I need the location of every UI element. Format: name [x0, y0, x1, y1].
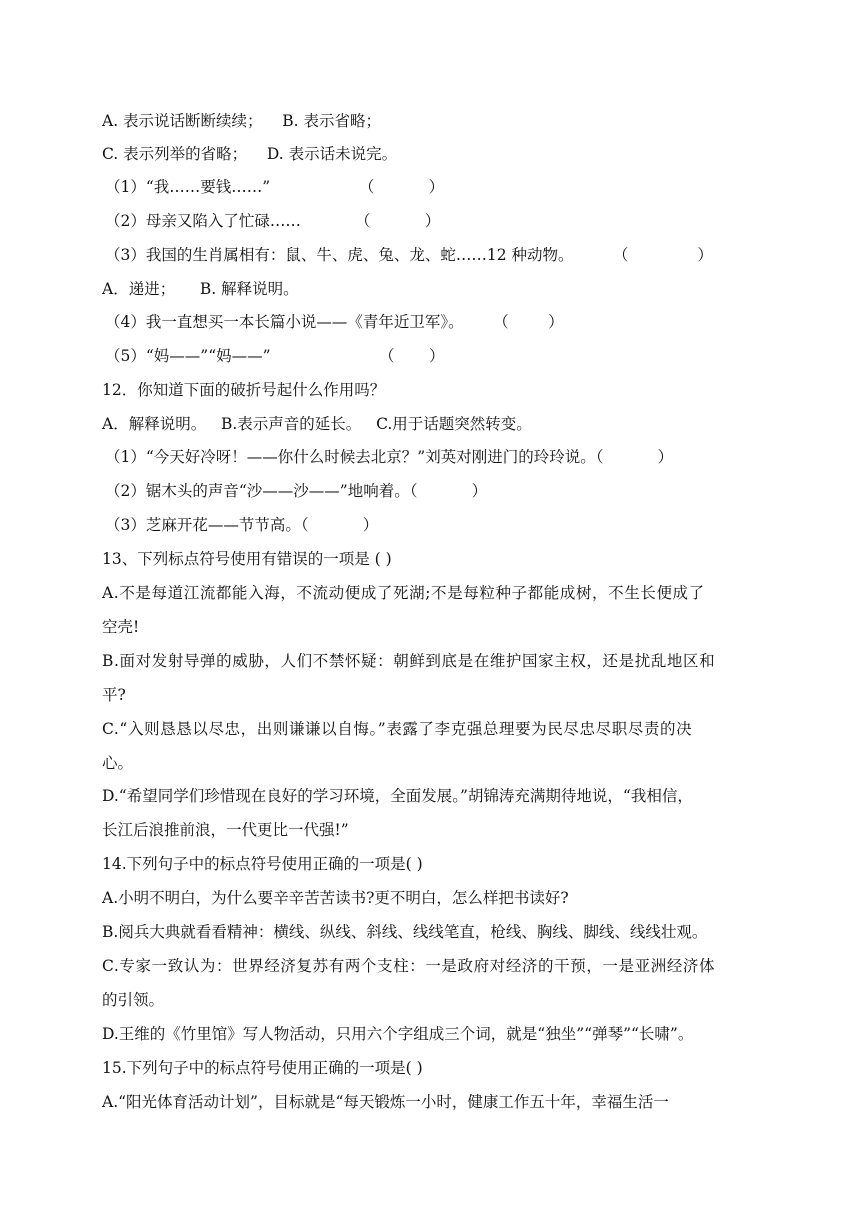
option-line: D.“希望同学们珍惜现在良好的学习环境，全面发展。”胡锦涛充满期待地说，“我相信，	[102, 787, 693, 805]
question-item: （2）母亲又陷入了忙碌…… （ ）	[105, 212, 441, 230]
option-line: B.阅兵大典就看看精神：横线、纵线、斜线、线线笔直，枪线、胸线、脚线、线线壮观。	[102, 923, 708, 941]
question-item: （1）“今天好冷呀！——你什么时候去北京？”刘英对刚进门的玲玲说。（ ）	[105, 448, 674, 466]
option-line: A.“阳光体育活动计划”，目标就是“每天锻炼一小时，健康工作五十年，幸福生活一	[102, 1093, 669, 1111]
option-line: 的引领。	[102, 991, 165, 1009]
question-heading: 12．你知道下面的破折号起什么作用吗？	[102, 381, 386, 399]
question-heading: 15.下列句子中的标点符号使用正确的一项是( )	[102, 1059, 423, 1077]
question-item: （3）我国的生肖属相有：鼠、牛、虎、兔、龙、蛇……12 种动物。 （ ）	[105, 246, 713, 264]
question-item: （4）我一直想买一本长篇小说——《青年近卫军》。 （ ）	[105, 313, 564, 331]
option-line: A．解释说明。 B.表示声音的延长。 C.用于话题突然转变。	[102, 415, 532, 433]
question-item: （5）“妈——”“妈——” （ ）	[105, 347, 445, 365]
option-line: A. 表示说话断断续续； B. 表示省略；	[102, 112, 382, 130]
question-item: （1）“我……要钱……” （ ）	[105, 178, 445, 196]
question-item: （3）芝麻开花——节节高。（ ）	[105, 516, 379, 534]
option-line: C.专家一致认为：世界经济复苏有两个支柱：一是政府对经济的干预，一是亚洲经济体	[102, 957, 716, 975]
option-line: D.王维的《竹里馆》写人物活动，只用六个字组成三个词，就是“独坐”“弹琴”“长啸”。	[102, 1025, 694, 1043]
option-line: A．递进； B. 解释说明。	[102, 280, 299, 298]
question-heading: 14.下列句子中的标点符号使用正确的一项是( )	[102, 855, 423, 873]
option-line: 长江后浪推前浪，一代更比一代强!”	[102, 821, 349, 839]
question-item: （2）锯木头的声音“沙——沙——”地响着。（ ）	[105, 482, 488, 500]
option-line: A.小明不明白，为什么要辛辛苦苦读书?更不明白，怎么样把书读好?	[102, 889, 569, 907]
question-heading: 13、下列标点符号使用有错误的一项是 ( )	[102, 550, 392, 568]
option-line: B.面对发射导弹的威胁，人们不禁怀疑：朝鲜到底是在维护国家主权，还是扰乱地区和	[102, 652, 716, 670]
option-line: A.不是每道江流都能入海，不流动便成了死湖;不是每粒种子都能成树，不生长便成了	[102, 584, 705, 602]
option-line: 平?	[102, 686, 126, 704]
option-line: 心。	[102, 754, 134, 772]
option-line: C. 表示列举的省略； D. 表示话未说完。	[102, 145, 398, 163]
option-line: 空壳!	[102, 618, 140, 636]
option-line: C.“入则恳恳以尽忠，出则谦谦以自悔。”表露了李克强总理要为民尽忠尽职尽责的决	[102, 720, 693, 738]
